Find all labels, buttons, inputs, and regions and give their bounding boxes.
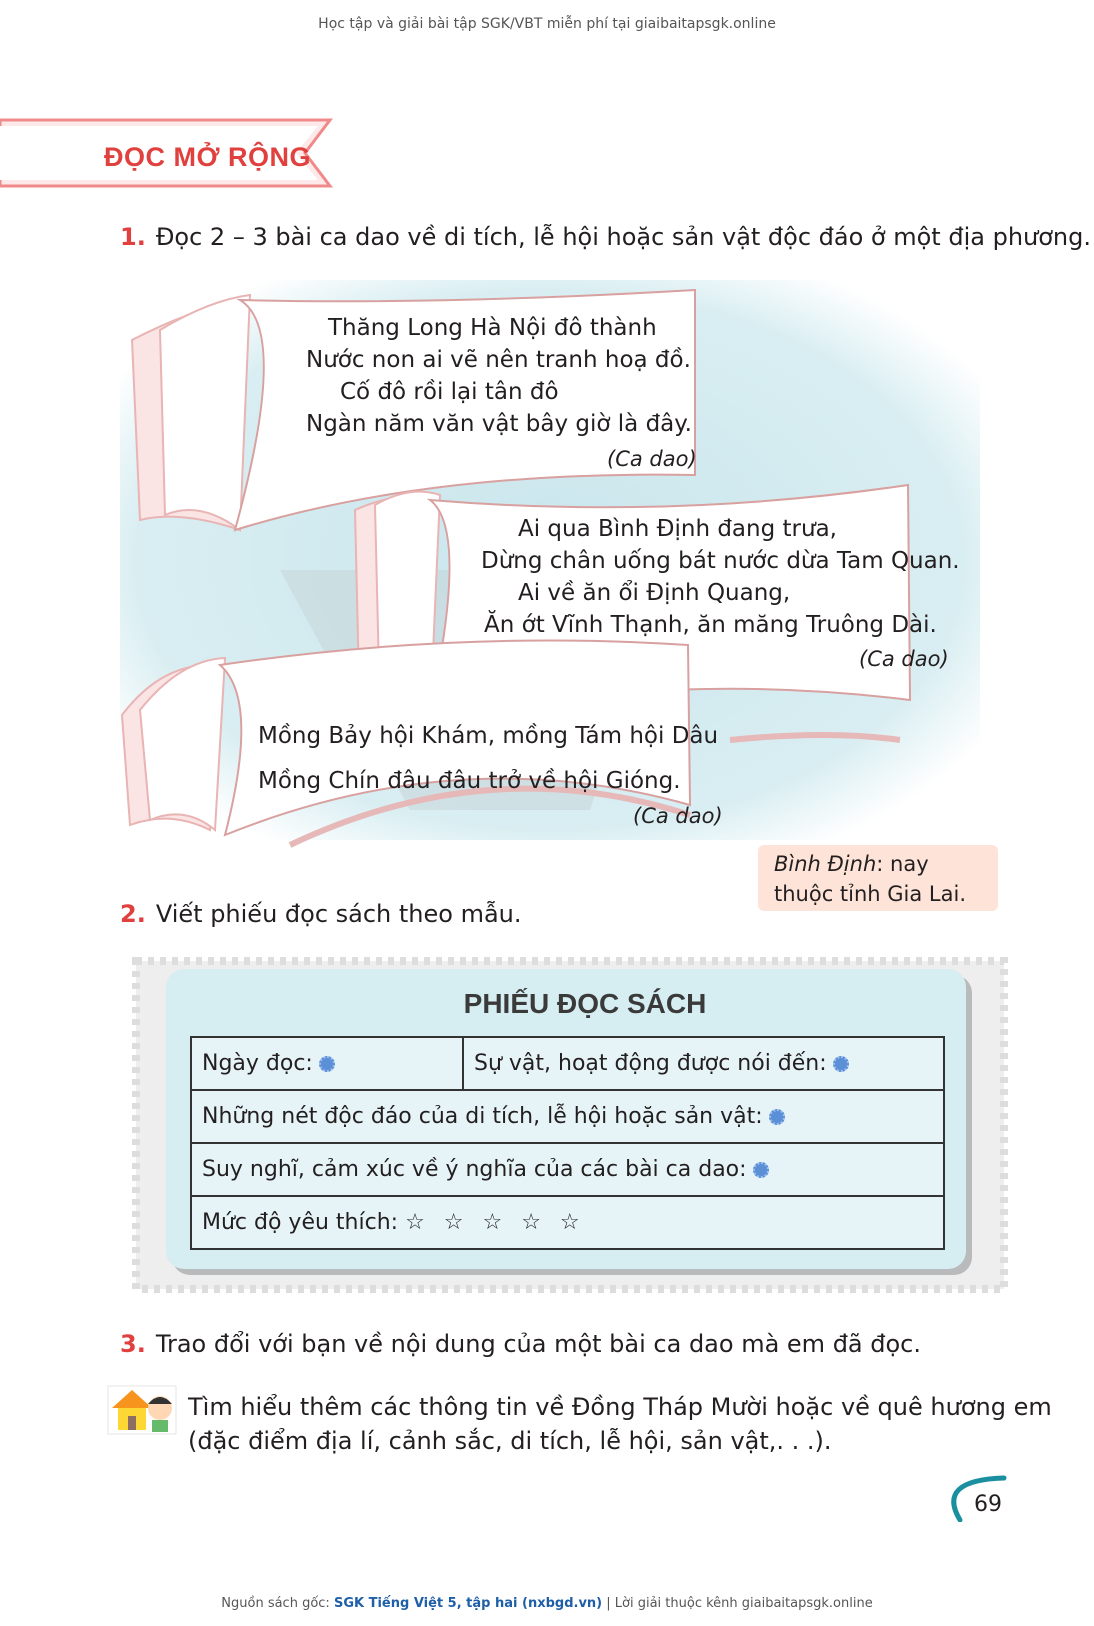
thoughts-cell[interactable] [191,1143,944,1196]
rating-label: Mức độ yêu thích: [202,1210,399,1235]
footer-suffix: | Lời giải thuộc kênh giaibaitapsgk.online [606,1596,873,1611]
fill-in-icon [769,1109,785,1125]
glossary-text: : nay thuộc tỉnh Gia Lai. [774,852,967,906]
poem-2-line-4: Ăn ớt Vĩnh Thạnh, ăn măng Truông Dài. [484,612,937,638]
form-row-4 [191,1196,944,1249]
question-2 [120,900,522,928]
explore-line-1: Tìm hiểu thêm các thông tin về Đồng Tháp Mười hoặc về quê hương em [188,1393,1052,1421]
unique-features-cell[interactable] [191,1090,944,1143]
explore-activity [188,1390,1052,1458]
rating-cell[interactable] [191,1196,944,1249]
header-note: Học tập và giải bài tập SGK/VBT miễn phí tại giaibaitapsgk.online [318,16,776,32]
question-3-text: Trao đổi với bạn về nội dung của một bài ca dao mà em đã đọc. [155,1330,922,1358]
thoughts-label: Suy nghĩ, cảm xúc về ý nghĩa của các bài ca dao: [202,1157,747,1182]
poem-3-line-2: Mồng Chín đâu đâu trở về hội Gióng. [258,768,681,794]
question-2-text: Viết phiếu đọc sách theo mẫu. [155,900,522,928]
glossary-term: Bình Định [774,852,877,876]
glossary-note [758,845,998,911]
fill-in-icon [319,1056,335,1072]
question-1 [120,223,1091,251]
page-number: 69 [974,1492,1002,1517]
question-3-number: 3. [120,1330,146,1358]
form-row-2 [191,1090,944,1143]
form-row-1 [191,1037,944,1090]
date-label: Ngày đọc: [202,1051,313,1076]
date-cell[interactable] [191,1037,463,1090]
poem-2-source: (Ca dao) [859,647,949,671]
poem-2-line-3: Ai về ăn ổi Định Quang, [518,580,791,606]
poem-2-line-1: Ai qua Bình Định đang trưa, [518,516,837,542]
home-activity-icon [106,1382,178,1438]
explore-line-2: (đặc điểm địa lí, cảnh sắc, di tích, lễ hội, sản vật,. . .). [188,1427,832,1455]
question-3 [120,1330,921,1358]
reading-form-table [190,1036,945,1250]
poem-1-line-4: Ngàn năm văn vật bây giờ là đây. [306,411,692,437]
poem-1-line-1: Thăng Long Hà Nội đô thành [328,315,657,341]
poem-2-line-2: Dừng chân uống bát nước dừa Tam Quan. [481,548,960,574]
question-1-text: Đọc 2 – 3 bài ca dao về di tích, lễ hội hoặc sản vật độc đáo ở một địa phương. [155,223,1091,251]
footer-source-link[interactable]: SGK Tiếng Việt 5, tập hai (nxbgd.vn) [333,1596,603,1611]
subject-cell[interactable] [463,1037,944,1090]
subject-label: Sự vật, hoạt động được nói đến: [474,1051,827,1076]
fill-in-icon [833,1056,849,1072]
form-row-3 [191,1143,944,1196]
section-title: ĐỌC MỞ RỘNG [104,142,312,172]
question-2-number: 2. [120,900,146,928]
poem-1-line-3: Cố đô rồi lại tân đô [340,379,559,405]
poem-3-source: (Ca dao) [633,804,723,828]
reading-card-title: PHIẾU ĐỌC SÁCH [463,988,707,1019]
fill-in-icon [753,1162,769,1178]
poem-1-source: (Ca dao) [607,447,697,471]
question-1-number: 1. [120,223,146,251]
star-rating-icons[interactable]: ☆ ☆ ☆ ☆ ☆ [405,1210,586,1235]
unique-features-label: Những nét độc đáo của di tích, lễ hội hoặc sản vật: [202,1104,763,1129]
footer-prefix: Nguồn sách gốc: [221,1596,330,1611]
footer-note [0,1596,1094,1611]
poem-3-line-1: Mồng Bảy hội Khám, mồng Tám hội Dâu [258,723,719,749]
poem-1-line-2: Nước non ai vẽ nên tranh hoạ đồ. [306,347,691,373]
